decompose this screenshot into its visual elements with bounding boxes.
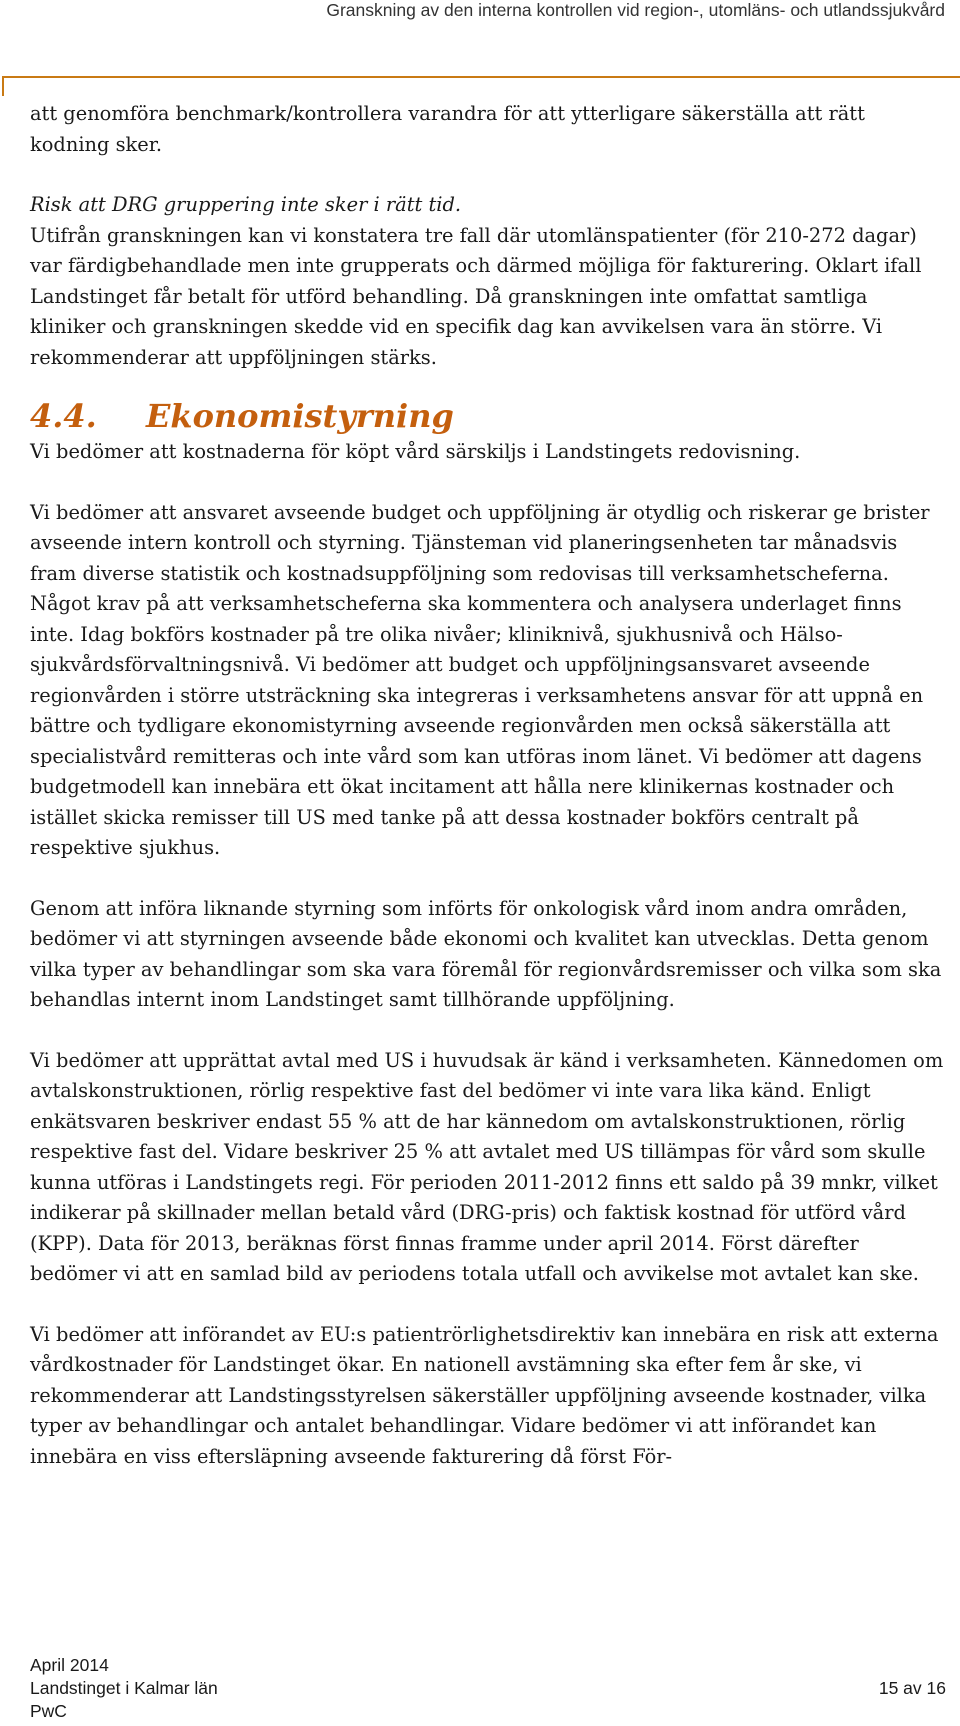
running-header-title: Granskning av den interna kontrollen vid region-, utomläns- och utlandssjukvård xyxy=(326,0,945,20)
body-paragraph-1: Vi bedömer att ansvaret avseende budget och uppföljning är otydlig och riskerar ge brister avseende intern kontroll och styrning. Tjänsteman vid planeringsenheten tar månadsvis fram diverse statistik och kostnadsuppföljning som redovisas till verksamhetscheferna. Något krav på att verksamhetscheferna ska kommentera och analysera underlaget finns inte. Idag bokförs kostnader på tre olika nivåer; kliniknivå, sjukhusnivå och Hälso- sjukvårdsförvaltningsnivå. Vi bedömer att budget och uppföljningsansvaret avseende regionvården i större utsträckning ska integreras i verksamhetens ansvar för att uppnå en bättre och tydligare ekonomistyrning avseende regionvården men också säkerställa att specialistvård remitteras och inte vård som kan utföras inom länet. Vi bedömer att dagens budgetmodell kan innebära ett ökat incitament att hålla nere klinikernas kostnader och istället skicka remisser till US med tanke på att dessa kostnader bokförs centralt på respektive sjukhus. xyxy=(30,500,930,859)
intro-paragraph: att genomföra benchmark/kontrollera varandra för att ytterligare säkerställa att rätt kodning sker. xyxy=(30,102,865,156)
footer-company: PwC xyxy=(30,1701,67,1721)
body-paragraph-4: Vi bedömer att införandet av EU:s patientrörlighetsdirektiv kan innebära en risk att externa vårdkostnader för Landstinget ökar. En nationell avstämning ska efter fem år ske, vi rekommenderar att Landstingsstyrelsen säkerställer uppföljning avseende kostnader, vilka typer av behandlingar och antalet behandlingar. Vidare bedömer vi att införandet kan innebära en viss eftersläpning avseende fakturering då först För- xyxy=(30,1322,939,1468)
body-paragraph-2: Genom att införa liknande styrning som införts för onkologisk vård inom andra områden, bedömer vi att styrningen avseende både ekonomi och kvalitet kan utvecklas. Detta genom vilka typer av behandlingar som ska vara föremål för regionvårdsremisser och vilka som ska behandlas internt inom Landstinget samt tillhörande uppföljning. xyxy=(30,896,942,1011)
section-number: 4.4. xyxy=(30,397,97,435)
footer-date: April 2014 xyxy=(30,1655,109,1675)
page-body xyxy=(30,99,948,1472)
page-footer xyxy=(30,1654,946,1723)
footer-organization: Landstinget i Kalmar län xyxy=(30,1678,218,1698)
section-lead-paragraph: Vi bedömer att kostnaderna för köpt vård särskiljs i Landstingets redovisning. xyxy=(30,440,801,463)
risk-title: Risk att DRG gruppering inte sker i rätt tid. xyxy=(30,193,462,216)
body-paragraph-3: Vi bedömer att upprättat avtal med US i huvudsak är känd i verksamheten. Kännedomen om avtalskonstruktionen, rörlig respektive fast del bedömer vi inte vara lika känd. Enligt enkätsvaren beskriver endast 55 % att de har kännedom om avtalskonstruktionen, rörlig respektive fast del. Vidare beskriver 25 % att avtalet med US tillämpas för vård som skulle kunna utföras i Landstingets regi. För perioden 2011-2012 finns ett saldo på 39 mnkr, vilket indikerar på skillnader mellan betald vård (DRG-pris) och faktisk kostnad för utförd vård (KPP). Data för 2013, beräknas först finnas framme under april 2014. Först därefter bedömer vi att en samlad bild av periodens totala utfall och avvikelse mot avtalet kan ske. xyxy=(30,1048,944,1285)
section-title: Ekonomistyrning xyxy=(146,397,454,435)
header-rule-tick xyxy=(2,76,4,96)
header-rule xyxy=(2,76,960,78)
risk-paragraph: Utifrån granskningen kan vi konstatera tre fall där utomlänspatienter (för 210-272 dagar) var färdigbehandlade men inte grupperats och därmed möjliga för fakturering. Oklart ifall Landstinget får betalt för utförd behandling. Då granskningen inte omfattat samtliga kliniker och granskningen skedde vid en specifik dag kan avvikelsen vara än större. Vi rekommenderar att uppföljningen stärks. xyxy=(30,223,922,369)
section-heading xyxy=(30,395,948,437)
page-number: 15 av 16 xyxy=(878,1678,946,1698)
